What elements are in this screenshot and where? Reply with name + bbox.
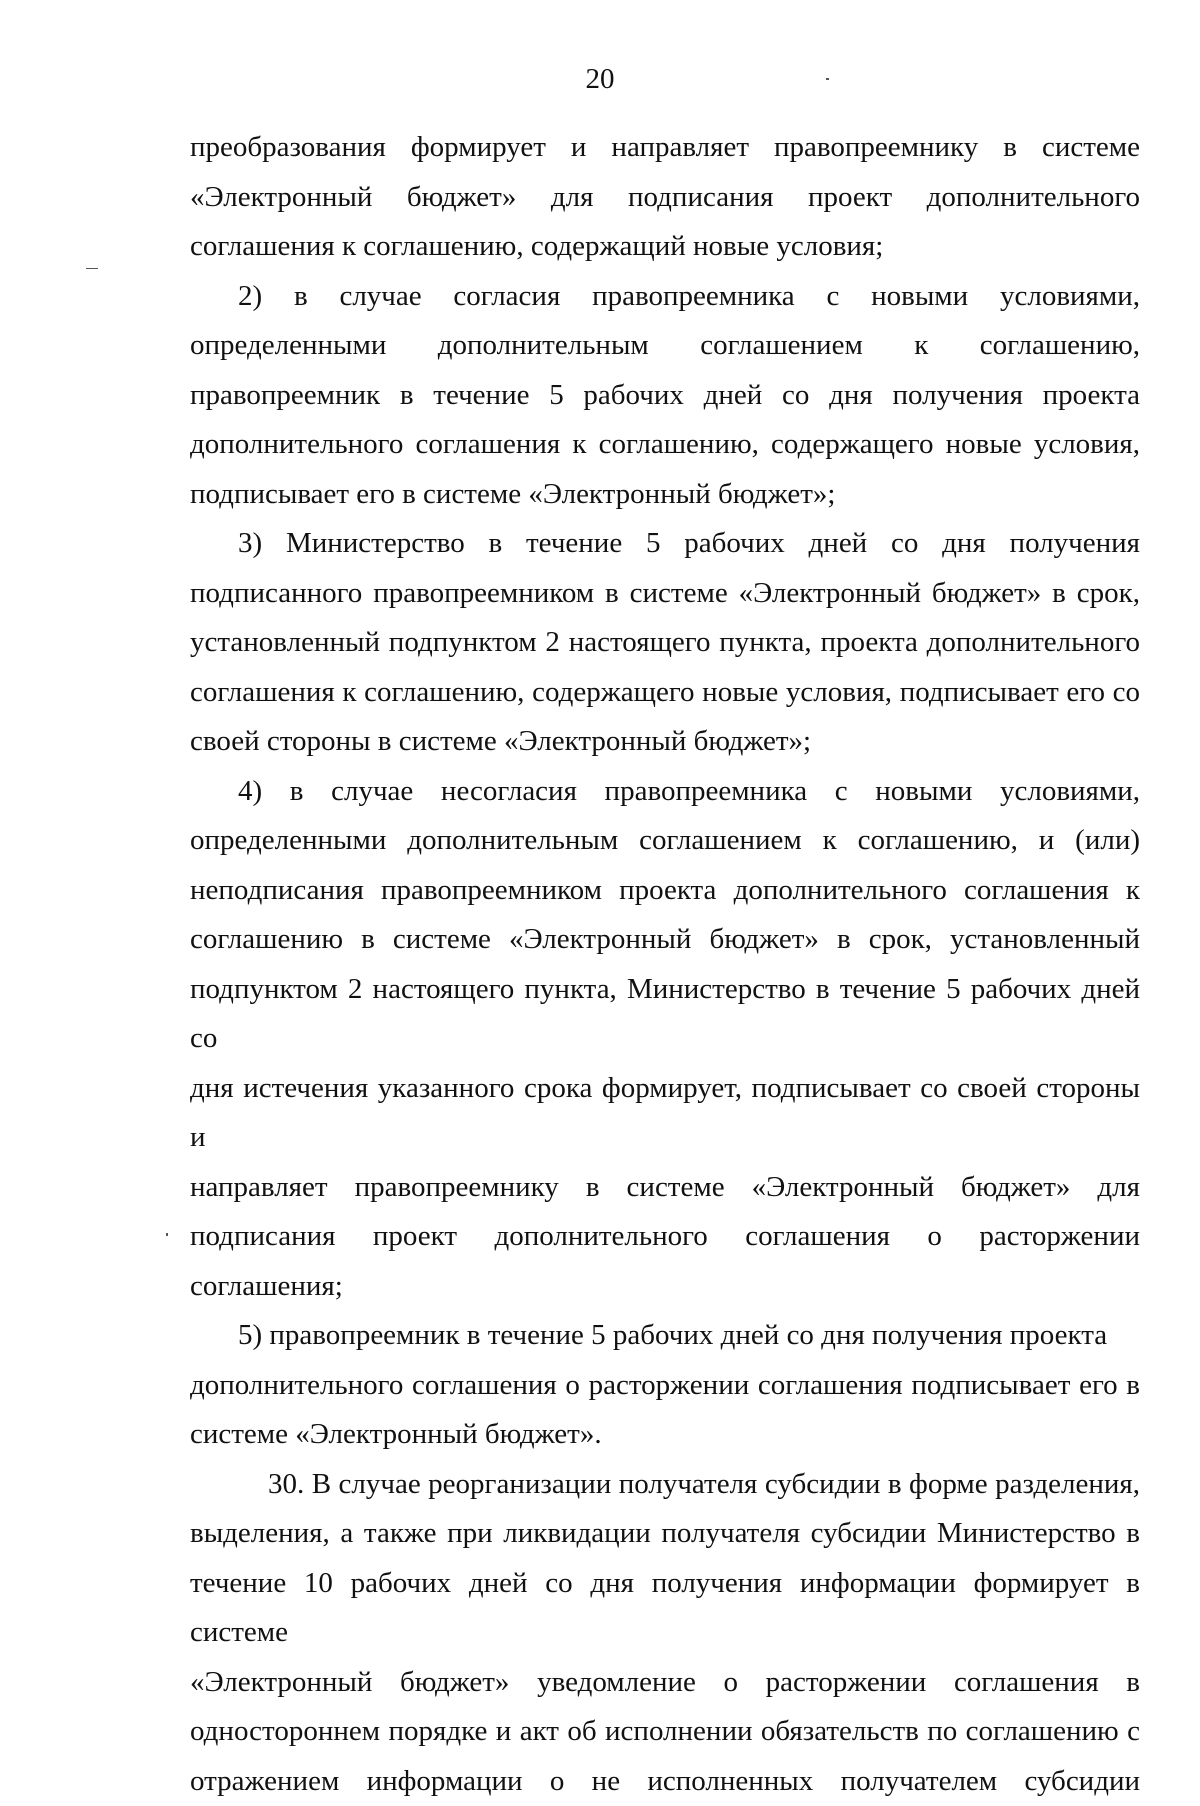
text-line: правопреемник в течение 5 рабочих дней со дня получения проекта [190, 371, 1140, 421]
text-line: определенными дополнительным соглашением к соглашению, [190, 321, 1140, 371]
text-line: одностороннем порядке и акт об исполнении обязательств по соглашению с [190, 1707, 1140, 1757]
text-line: системе «Электронный бюджет». [190, 1410, 1140, 1460]
text-line: подпунктом 2 настоящего пункта, Министерство в течение 5 рабочих дней со [190, 965, 1140, 1064]
scan-mark [826, 78, 829, 80]
body-text [190, 123, 1140, 1806]
text-line: соглашению в системе «Электронный бюджет» в срок, установленный [190, 915, 1140, 965]
page-number: 20 [0, 62, 1200, 96]
text-line: отражением информации о не исполненных получателем субсидии [190, 1757, 1140, 1806]
text-line: установленный подпунктом 2 настоящего пункта, проекта дополнительного [190, 618, 1140, 668]
text-line: соглашения к соглашению, содержащий новые условия; [190, 222, 1140, 272]
text-line: «Электронный бюджет» уведомление о расторжении соглашения в [190, 1658, 1140, 1708]
scan-mark [166, 1233, 168, 1236]
text-line: дня истечения указанного срока формирует, подписывает со своей стороны и [190, 1064, 1140, 1163]
text-line: дополнительного соглашения к соглашению, содержащего новые условия, [190, 420, 1140, 470]
text-line: подписывает его в системе «Электронный бюджет»; [190, 470, 1140, 520]
text-line: преобразования формирует и направляет правопреемнику в системе [190, 123, 1140, 173]
text-line: неподписания правопреемником проекта дополнительного соглашения к [190, 866, 1140, 916]
text-line: 4) в случае несогласия правопреемника с новыми условиями, [238, 767, 1140, 817]
text-line: направляет правопреемнику в системе «Электронный бюджет» для [190, 1163, 1140, 1213]
text-line: соглашения к соглашению, содержащего новые условия, подписывает его со [190, 668, 1140, 718]
text-line: подписания проект дополнительного соглашения о расторжении соглашения; [190, 1212, 1140, 1311]
text-line: определенными дополнительным соглашением к соглашению, и (или) [190, 816, 1140, 866]
text-line: 2) в случае согласия правопреемника с новыми условиями, [238, 272, 1140, 322]
text-line: подписанного правопреемником в системе «Электронный бюджет» в срок, [190, 569, 1140, 619]
scan-mark [86, 268, 98, 269]
text-line: своей стороны в системе «Электронный бюджет»; [190, 717, 1140, 767]
text-line: «Электронный бюджет» для подписания проект дополнительного [190, 173, 1140, 223]
text-line: 5) правопреемник в течение 5 рабочих дней со дня получения проекта [238, 1311, 1140, 1361]
text-line: 3) Министерство в течение 5 рабочих дней со дня получения [238, 519, 1140, 569]
text-line: выделения, а также при ликвидации получателя субсидии Министерство в [190, 1509, 1140, 1559]
text-line: 30. В случае реорганизации получателя субсидии в форме разделения, [268, 1460, 1140, 1510]
text-line: течение 10 рабочих дней со дня получения информации формирует в системе [190, 1559, 1140, 1658]
text-line: дополнительного соглашения о расторжении соглашения подписывает его в [190, 1361, 1140, 1411]
